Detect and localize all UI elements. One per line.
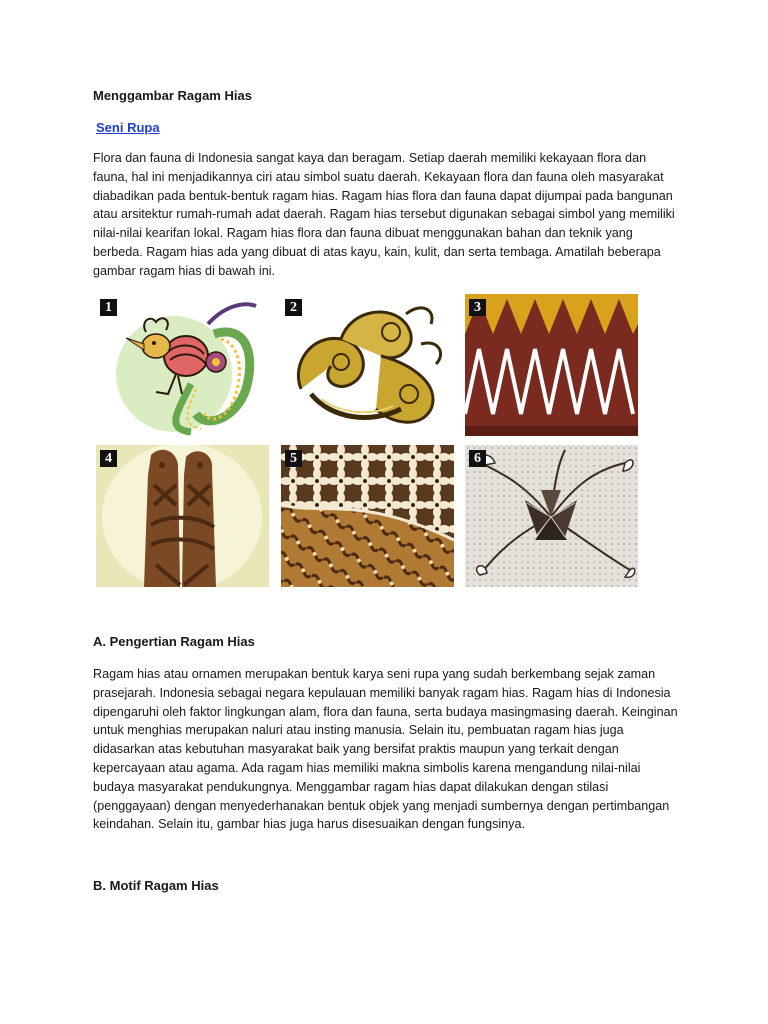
bird-ornament-image — [96, 294, 269, 436]
panel-3-zigzag-motif — [465, 294, 638, 436]
section-a-heading: A. Pengertian Ragam Hias — [93, 634, 255, 649]
seni-rupa-link[interactable]: Seni Rupa — [96, 120, 160, 135]
zigzag-pattern-image — [465, 294, 638, 436]
panel-number-badge: 3 — [469, 299, 486, 316]
panel-number-badge: 1 — [100, 299, 117, 316]
ragam-hias-figure — [96, 294, 639, 588]
panel-6-floral-motif — [465, 445, 638, 587]
panel-number-badge: 6 — [469, 450, 486, 467]
floral-batik-image — [465, 445, 638, 587]
panel-4-wood-carving-motif — [96, 445, 269, 587]
document-title: Menggambar Ragam Hias — [93, 88, 252, 103]
panel-5-batik-motif — [281, 445, 454, 587]
panel-number-badge: 2 — [285, 299, 302, 316]
panel-number-badge: 4 — [100, 450, 117, 467]
section-b-heading: B. Motif Ragam Hias — [93, 878, 219, 893]
section-a-paragraph: Ragam hias atau ornamen merupakan bentuk karya seni rupa yang sudah berkembang sejak zaman prasejarah. Indonesia sebagai negara kepulauan memiliki banyak ragam hias. Ragam hias di Indonesia dipengaruhi oleh faktor lingkungan alam, flora dan fauna, serta budaya masingmasing daerah. Keinginan untuk menghias merupakan naluri atau insting manusia. Selain itu, pembuatan ragam hias juga didasarkan atas kebutuhan masyarakat baik yang bersifat praktis maupun yang terkait dengan kepercayaan atau agama. Ada ragam hias memiliki makna simbolis karena mengandung nilai-nilai budaya masyarakat pendukungnya. Menggambar ragam hias dapat dilakukan dengan stilasi (penggayaan) dengan menyederhanakan bentuk objek yang menjadi sumbernya dengan pertimbangan keindahan. Selain itu, gambar hias juga harus disesuaikan dengan fungsinya. — [93, 667, 678, 832]
panel-1-bird-motif — [96, 294, 269, 436]
panel-2-scroll-motif — [281, 294, 454, 436]
intro-paragraph: Flora dan fauna di Indonesia sangat kaya dan beragam. Setiap daerah memiliki kekayaan flora dan fauna, hal ini menjadikannya ciri atau simbol suatu daerah. Kekayaan flora dan fauna oleh masyarakat diabadikan pada bentuk-bentuk ragam hias. Ragam hias flora dan fauna dapat dijumpai pada bangunan atau arsitektur rumah-rumah adat daerah. Ragam hias tersebut digunakan sebagai simbol yang memiliki nilai-nilai kearifan lokal. Ragam hias flora dan fauna dibuat menggunakan bahan dan teknik yang berbeda. Ragam hias ada yang dibuat di atas kayu, kain, kulit, dan serta tembaga. Amatilah beberapa gambar ragam hias di bawah ini. — [93, 151, 675, 278]
wood-carving-image — [96, 445, 269, 587]
golden-ornament-image — [281, 294, 454, 436]
panel-number-badge: 5 — [285, 450, 302, 467]
batik-image — [281, 445, 454, 587]
